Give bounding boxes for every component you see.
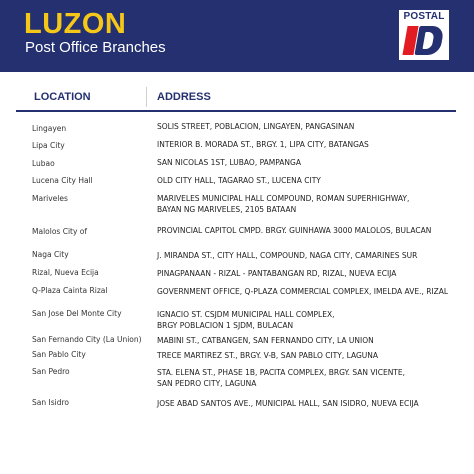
address-cell: MARIVELES MUNICIPAL HALL COMPOUND, ROMAN SUPERHIGHWAY, BAYAN NG MARIVELES, 2105 BATAAN [157,194,410,214]
location-cell: San Pablo City [32,350,86,359]
location-column-header: LOCATION [34,91,91,103]
location-cell: Lubao [32,159,55,168]
location-cell: Naga City [32,250,69,259]
page-header [0,0,474,72]
page-subtitle: Post Office Branches [25,39,166,56]
location-cell: San Pedro [32,367,70,376]
address-cell: TRECE MARTIREZ ST., BRGY. V-B, SAN PABLO CITY, LAGUNA [157,351,379,360]
address-cell: IGNACIO ST. CSJDM MUNICIPAL HALL COMPLEX, BRGY POBLACION 1 SJDM, BULACAN [157,310,335,330]
location-cell: Rizal, Nueva Ecija [32,268,99,277]
location-cell: Q-Plaza Cainta Rizal [32,286,108,295]
address-cell: MABINI ST., CATBANGEN, SAN FERNANDO CITY, LA UNION [157,336,374,345]
address-cell: OLD CITY HALL, TAGARAO ST., LUCENA CITY [157,176,321,185]
address-cell: J. MIRANDA ST., CITY HALL, COMPOUND, NAGA CITY, CAMARINES SUR [157,251,418,260]
address-column-header: ADDRESS [157,91,211,103]
location-cell: Lucena City Hall [32,176,93,185]
header-underline [16,110,456,112]
address-cell: SAN NICOLAS 1ST, LUBAO, PAMPANGA [157,158,301,167]
address-cell: SOLIS STREET, POBLACION, LINGAYEN, PANGASINAN [157,122,355,131]
address-cell: PINAGPANAAN - RIZAL - PANTABANGAN RD, RIZAL, NUEVA ECIJA [157,269,397,278]
logo-d-mark [414,26,444,55]
address-cell: PROVINCIAL CAPITOL CMPD. BRGY. GUINHAWA 3000 MALOLOS, BULACAN [157,226,432,235]
location-cell: San Isidro [32,398,69,407]
address-cell: JOSE ABAD SANTOS AVE., MUNICIPAL HALL, SAN ISIDRO, NUEVA ECIJA [157,399,419,408]
page-title: LUZON [24,8,127,40]
location-cell: Lingayen [32,124,67,133]
location-cell: Mariveles [32,194,68,203]
address-cell: STA. ELENA ST., PHASE 1B, PACITA COMPLEX, BRGY. SAN VICENTE, SAN PEDRO CITY, LAGUNA [157,368,406,388]
location-cell: Malolos City of [32,227,88,236]
address-cell: GOVERNMENT OFFICE, Q-PLAZA COMMERCIAL COMPLEX, IMELDA AVE., RIZAL [157,287,449,296]
address-cell: INTERIOR B. MORADA ST., BRGY. 1, LIPA CITY, BATANGAS [157,140,369,149]
column-divider [146,87,147,107]
location-cell: Lipa City [32,141,65,150]
logo-text: POSTAL [403,11,445,22]
location-cell: San Jose Del Monte City [32,309,122,318]
postal-id-logo [399,10,449,60]
location-cell: San Fernando City (La Union) [32,335,142,344]
